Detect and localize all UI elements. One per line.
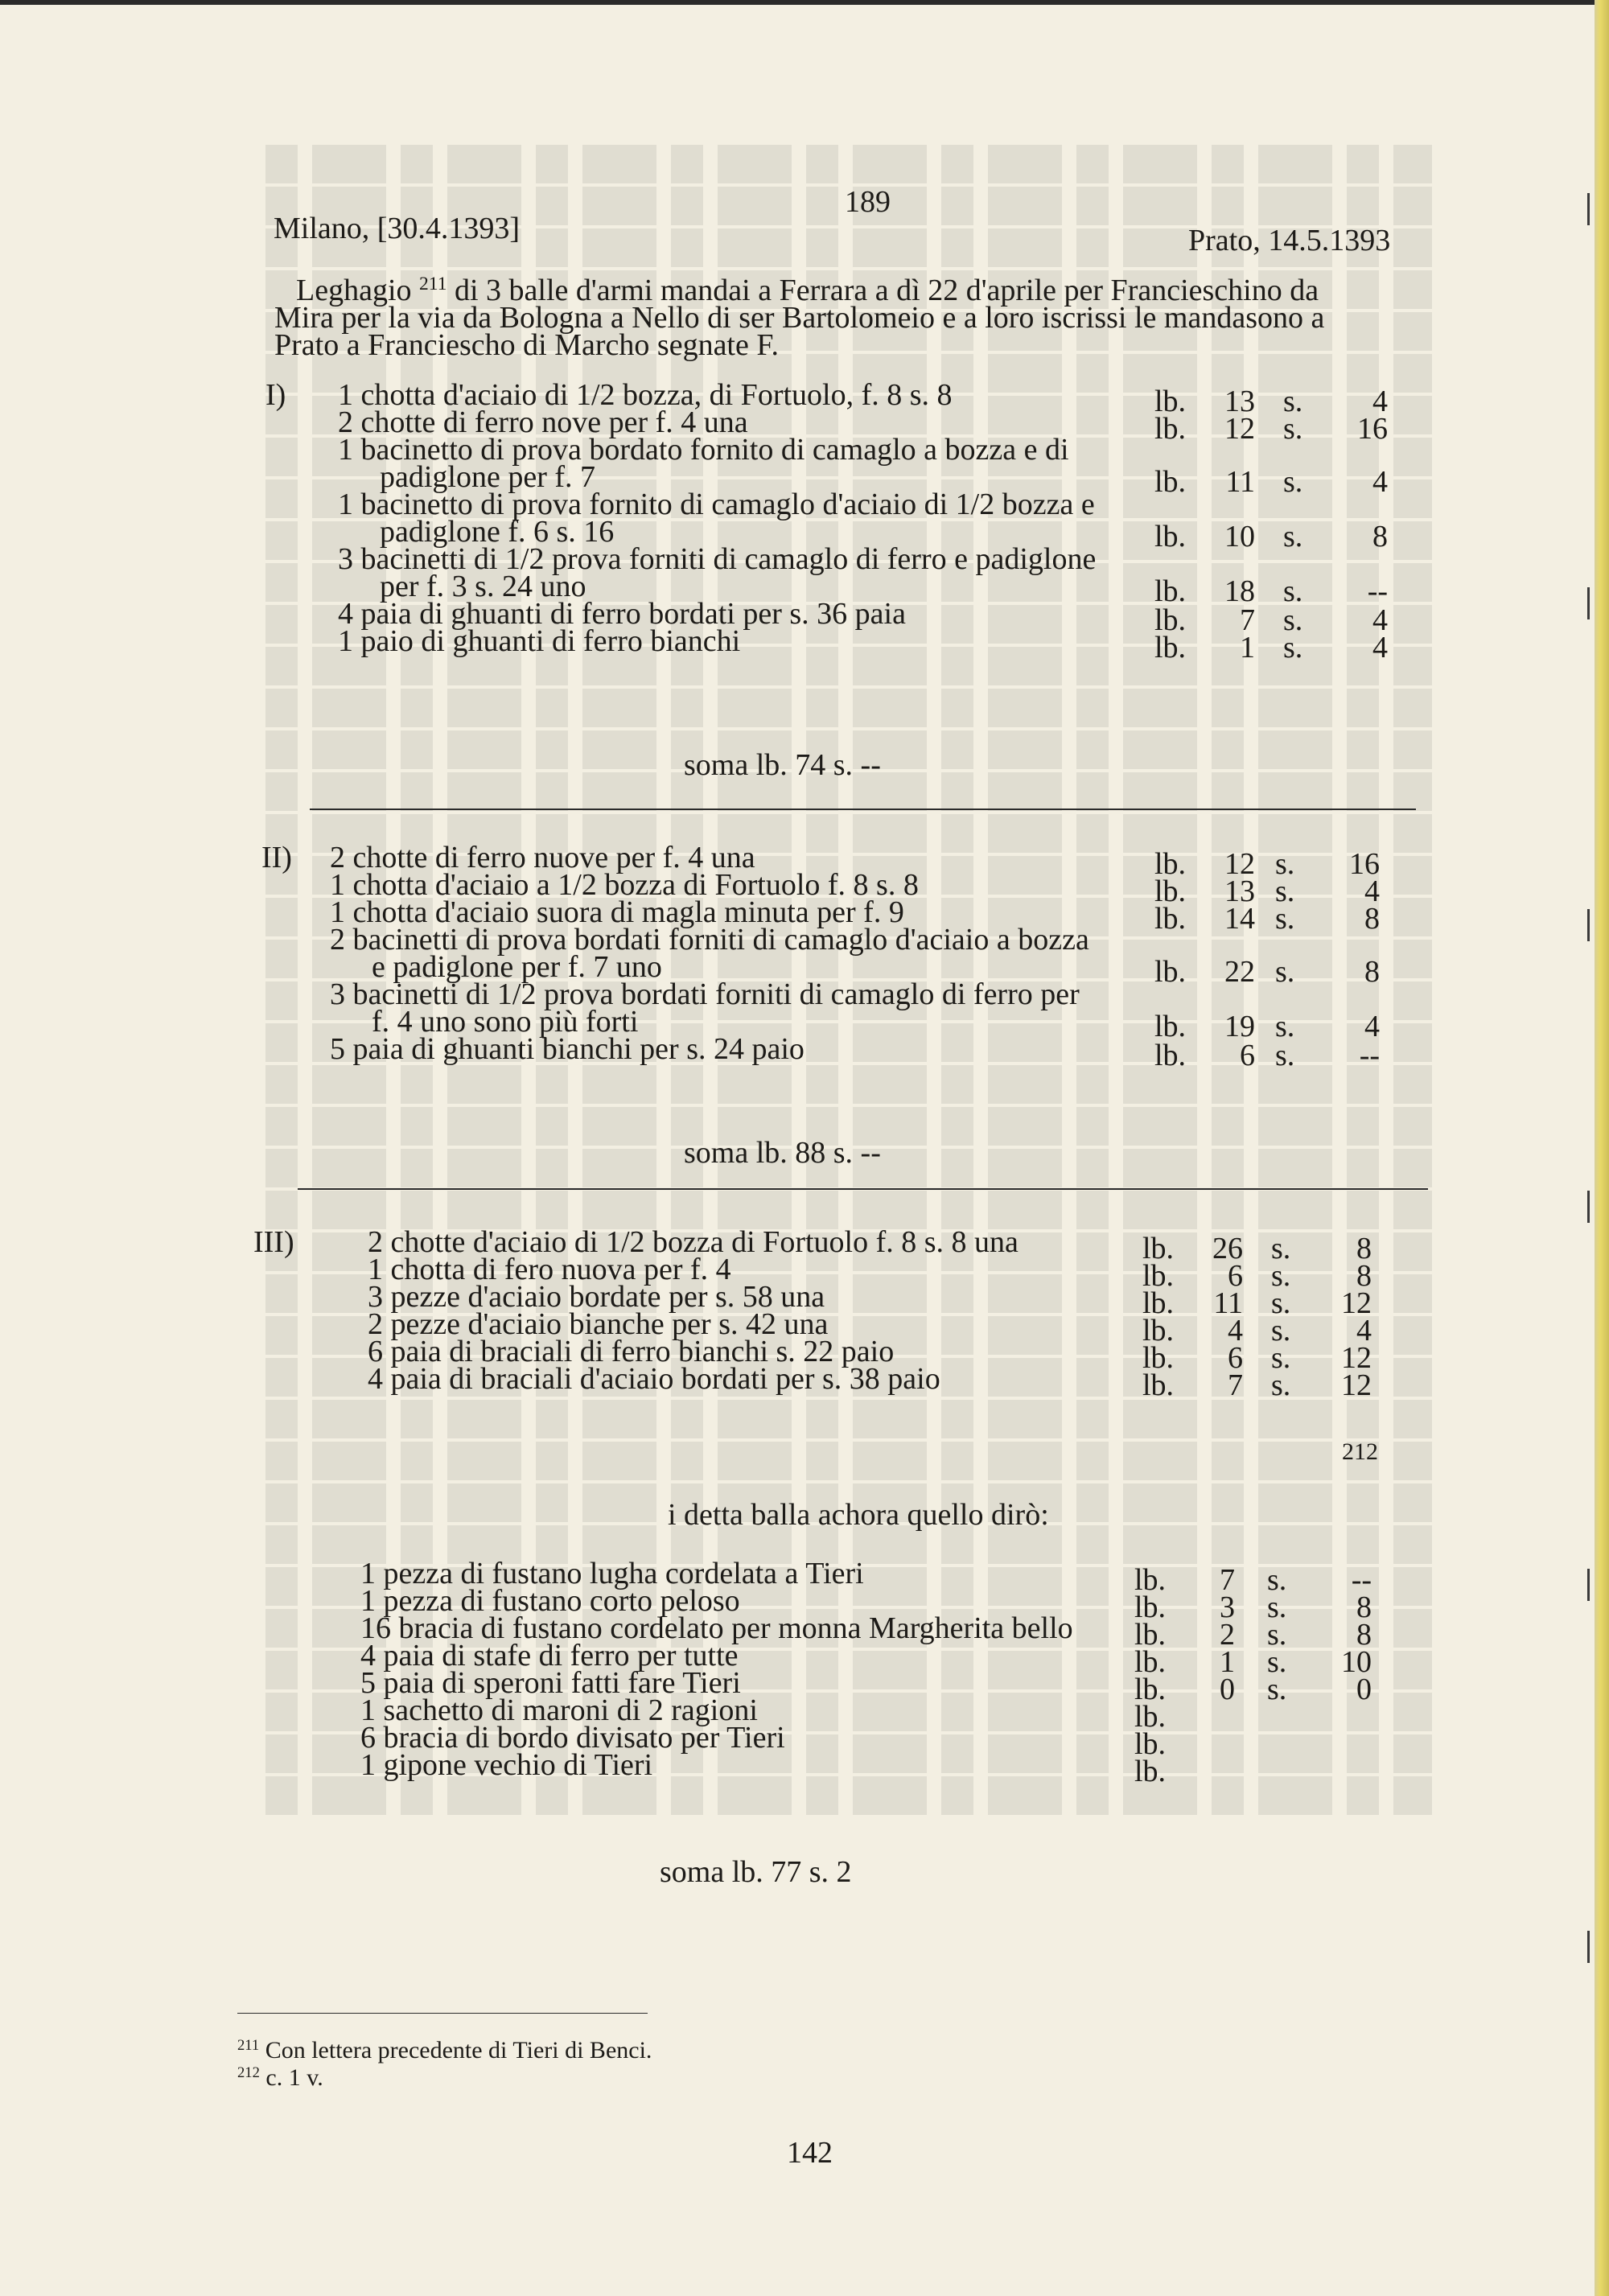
section-3-label: III) bbox=[253, 1225, 294, 1259]
unit-s: s. bbox=[1275, 902, 1295, 936]
amount-soldi: 16 bbox=[1357, 412, 1388, 446]
divider-1 bbox=[310, 809, 1416, 810]
entry-text: 2 bacinetti di prova bordati forniti di camaglo d'aciaio a bozza bbox=[330, 923, 1089, 957]
unit-s: s. bbox=[1267, 1618, 1287, 1652]
unit-lb: lb. bbox=[1154, 847, 1187, 881]
unit-s: s. bbox=[1275, 1039, 1295, 1072]
unit-s: s. bbox=[1283, 385, 1303, 418]
amount-lire: 6 bbox=[1228, 1259, 1243, 1293]
marginal-note-212: 212 bbox=[1342, 1438, 1378, 1465]
unit-s: s. bbox=[1283, 412, 1303, 446]
section-2-label: II) bbox=[261, 841, 292, 874]
entry-text: 4 paia di braciali d'aciaio bordati per s. 38 paio bbox=[368, 1362, 940, 1396]
header-left: Milano, [30.4.1393] bbox=[274, 212, 521, 245]
unit-s: s. bbox=[1267, 1673, 1287, 1706]
amount-lire: 2 bbox=[1220, 1618, 1235, 1652]
unit-lb: lb. bbox=[1154, 603, 1187, 637]
unit-lb: lb. bbox=[1134, 1673, 1167, 1706]
amount-lire: 19 bbox=[1224, 1010, 1255, 1043]
unit-s: s. bbox=[1275, 955, 1295, 989]
unit-lb: lb. bbox=[1154, 385, 1187, 418]
entry-text: 1 pezza di fustano corto peloso bbox=[360, 1584, 740, 1618]
unit-lb: lb. bbox=[1154, 631, 1187, 665]
footnote-rule bbox=[237, 2013, 648, 2014]
entry-text: 2 chotte di ferro nove per f. 4 una bbox=[338, 405, 748, 439]
entry-text: 2 chotte di ferro nuove per f. 4 una bbox=[330, 841, 755, 874]
amount-soldi: 8 bbox=[1372, 520, 1388, 553]
unit-s: s. bbox=[1283, 574, 1303, 608]
binding-mark bbox=[1587, 193, 1590, 225]
unit-lb: lb. bbox=[1142, 1232, 1175, 1265]
footnote-ref-211: 211 bbox=[419, 274, 447, 295]
amount-lire: 12 bbox=[1224, 847, 1255, 881]
amount-lire: 14 bbox=[1224, 902, 1255, 936]
amount-lire: 7 bbox=[1228, 1368, 1243, 1402]
unit-lb: lb. bbox=[1134, 1590, 1167, 1624]
unit-lb: lb. bbox=[1142, 1286, 1175, 1320]
unit-lb: lb. bbox=[1142, 1368, 1175, 1402]
amount-lire: 3 bbox=[1220, 1590, 1235, 1624]
entry-text: 1 bacinetto di prova bordato fornito di camaglo a bozza e di bbox=[338, 433, 1069, 467]
section-3-total: soma lb. 77 s. 2 bbox=[660, 1855, 852, 1889]
unit-s: s. bbox=[1271, 1259, 1291, 1293]
entry-text-continued: e padiglone per f. 7 uno bbox=[372, 950, 662, 984]
amount-lire: 7 bbox=[1220, 1563, 1235, 1597]
entry-text: 1 chotta d'aciaio suora di magla minuta per f. 9 bbox=[330, 895, 904, 929]
amount-soldi: 8 bbox=[1356, 1590, 1372, 1624]
section-1-label: I) bbox=[265, 378, 286, 412]
footnote-211: $^{211}$ Con lettera precedente di Tieri di Benci. bbox=[237, 2036, 652, 2064]
unit-lb: lb. bbox=[1134, 1563, 1167, 1597]
entry-text: 2 chotte d'aciaio di 1/2 bozza di Fortuolo f. 8 s. 8 una bbox=[368, 1225, 1018, 1259]
scan-top-edge bbox=[0, 0, 1595, 5]
amount-soldi: 8 bbox=[1356, 1232, 1372, 1265]
amount-soldi: 12 bbox=[1341, 1286, 1372, 1320]
unit-s: s. bbox=[1275, 874, 1295, 908]
amount-lire: 13 bbox=[1224, 385, 1255, 418]
amount-soldi: 8 bbox=[1364, 955, 1380, 989]
entry-text: 16 bracia di fustano cordelato per monna Margherita bello bbox=[360, 1611, 1073, 1645]
amount-lire: 11 bbox=[1213, 1286, 1243, 1320]
unit-s: s. bbox=[1271, 1286, 1291, 1320]
unit-s: s. bbox=[1271, 1368, 1291, 1402]
entry-text: 1 bacinetto di prova fornito di camaglo d'aciaio di 1/2 bozza e bbox=[338, 488, 1095, 521]
amount-lire: 22 bbox=[1224, 955, 1255, 989]
entry-text: 1 chotta d'aciaio a 1/2 bozza di Fortuolo f. 8 s. 8 bbox=[330, 868, 919, 902]
unit-lb: lb. bbox=[1134, 1618, 1167, 1652]
entry-text: 4 paia di stafe di ferro per tutte bbox=[360, 1639, 739, 1673]
entry-text-continued: padiglone f. 6 s. 16 bbox=[380, 515, 615, 549]
unit-s: s. bbox=[1267, 1590, 1287, 1624]
unit-lb: lb. bbox=[1142, 1259, 1175, 1293]
unit-lb: lb. bbox=[1154, 902, 1187, 936]
amount-soldi: 4 bbox=[1372, 465, 1388, 499]
section-2-total: soma lb. 88 s. -- bbox=[684, 1136, 881, 1170]
amount-lire: 12 bbox=[1224, 412, 1255, 446]
entry-text: 5 paia di speroni fatti fare Tieri bbox=[360, 1666, 741, 1700]
unit-s: s. bbox=[1275, 847, 1295, 881]
page-number-top: 189 bbox=[845, 185, 891, 219]
amount-soldi: -- bbox=[1367, 574, 1388, 608]
section-1-total: soma lb. 74 s. -- bbox=[684, 748, 881, 782]
amount-soldi: 4 bbox=[1364, 874, 1380, 908]
unit-s: s. bbox=[1283, 631, 1303, 665]
entry-text: 3 bacinetti di 1/2 prova forniti di camaglo di ferro e padiglone bbox=[338, 542, 1097, 576]
unit-lb: lb. bbox=[1142, 1341, 1175, 1375]
amount-soldi: 0 bbox=[1356, 1673, 1372, 1706]
amount-lire: 18 bbox=[1224, 574, 1255, 608]
unit-lb: lb. bbox=[1154, 574, 1187, 608]
intro-line-2: Mira per la via da Bologna a Nello di ser Bartolomeio e a loro iscrissi le mandasono a bbox=[274, 301, 1325, 335]
binding-mark bbox=[1587, 1931, 1590, 1963]
unit-s: s. bbox=[1275, 1010, 1295, 1043]
amount-lire: 6 bbox=[1228, 1341, 1243, 1375]
amount-lire: 26 bbox=[1212, 1232, 1243, 1265]
unit-s: s. bbox=[1267, 1645, 1287, 1679]
entry-text: 1 paio di ghuanti di ferro bianchi bbox=[338, 624, 741, 658]
amount-lire: 11 bbox=[1225, 465, 1255, 499]
amount-lire: 10 bbox=[1224, 520, 1255, 553]
amount-lire: 1 bbox=[1220, 1645, 1235, 1679]
amount-lire: 13 bbox=[1224, 874, 1255, 908]
unit-s: s. bbox=[1267, 1563, 1287, 1597]
entry-text-continued: per f. 3 s. 24 uno bbox=[380, 570, 586, 603]
intro-line-3: Prato a Franciescho di Marcho segnate F. bbox=[274, 328, 779, 362]
section-3-subheading: i detta balla achora quello dirò: bbox=[668, 1498, 1049, 1532]
amount-lire: 1 bbox=[1240, 631, 1255, 665]
page-number-bottom: 142 bbox=[787, 2136, 833, 2170]
unit-lb: lb. bbox=[1154, 1039, 1187, 1072]
amount-soldi: -- bbox=[1351, 1563, 1372, 1597]
unit-lb: lb. bbox=[1154, 465, 1187, 499]
amount-soldi: 8 bbox=[1364, 902, 1380, 936]
entry-text: 1 pezza di fustano lugha cordelata a Tieri bbox=[360, 1557, 864, 1590]
unit-s: s. bbox=[1271, 1341, 1291, 1375]
header-right: Prato, 14.5.1393 bbox=[1188, 224, 1391, 257]
amount-lire: 4 bbox=[1228, 1314, 1243, 1348]
unit-lb: lb. bbox=[1154, 955, 1187, 989]
amount-lire: 0 bbox=[1220, 1673, 1235, 1706]
binding-mark bbox=[1587, 909, 1590, 941]
unit-lb: lb. bbox=[1134, 1700, 1167, 1734]
entry-text: 1 chotta d'aciaio di 1/2 bozza, di Fortuolo, f. 8 s. 8 bbox=[338, 378, 953, 412]
entry-text: 1 sachetto di maroni di 2 ragioni bbox=[360, 1693, 758, 1727]
unit-lb: lb. bbox=[1134, 1727, 1167, 1761]
page-edge bbox=[1595, 0, 1609, 2296]
amount-soldi: 4 bbox=[1364, 1010, 1380, 1043]
unit-lb: lb. bbox=[1134, 1645, 1167, 1679]
unit-lb: lb. bbox=[1134, 1755, 1167, 1788]
entry-text-continued: padiglone per f. 7 bbox=[380, 460, 596, 494]
amount-soldi: 8 bbox=[1356, 1618, 1372, 1652]
unit-s: s. bbox=[1283, 465, 1303, 499]
entry-text-continued: f. 4 uno sono più forti bbox=[372, 1005, 639, 1039]
amount-soldi: -- bbox=[1359, 1039, 1380, 1072]
amount-lire: 7 bbox=[1240, 603, 1255, 637]
entry-text: 3 pezze d'aciaio bordate per s. 58 una bbox=[368, 1280, 825, 1314]
amount-soldi: 8 bbox=[1356, 1259, 1372, 1293]
entry-text: 6 paia di braciali di ferro bianchi s. 22 paio bbox=[368, 1335, 895, 1368]
amount-soldi: 4 bbox=[1372, 603, 1388, 637]
intro-line-1: Leghagio $^{211}$ di 3 balle d'armi mandai a Ferrara a dì 22 d'aprile per Francieschino da bbox=[296, 274, 1319, 307]
entry-text: 4 paia di ghuanti di ferro bordati per s. 36 paia bbox=[338, 597, 906, 631]
unit-lb: lb. bbox=[1154, 520, 1187, 553]
binding-mark bbox=[1587, 587, 1590, 619]
entry-text: 5 paia di ghuanti bianchi per s. 24 paio bbox=[330, 1032, 804, 1066]
entry-text: 3 bacinetti di 1/2 prova bordati forniti di camaglo di ferro per bbox=[330, 977, 1080, 1011]
amount-soldi: 16 bbox=[1349, 847, 1380, 881]
footnote-212: $^{212}$ c. 1 v. bbox=[237, 2064, 323, 2091]
unit-lb: lb. bbox=[1154, 412, 1187, 446]
entry-text: 1 gipone vechio di Tieri bbox=[360, 1748, 653, 1782]
amount-soldi: 10 bbox=[1341, 1645, 1372, 1679]
amount-soldi: 4 bbox=[1372, 631, 1388, 665]
unit-s: s. bbox=[1271, 1314, 1291, 1348]
amount-soldi: 12 bbox=[1341, 1368, 1372, 1402]
unit-lb: lb. bbox=[1142, 1314, 1175, 1348]
unit-lb: lb. bbox=[1154, 1010, 1187, 1043]
unit-s: s. bbox=[1283, 603, 1303, 637]
divider-2 bbox=[298, 1188, 1428, 1190]
unit-s: s. bbox=[1283, 520, 1303, 553]
binding-mark bbox=[1587, 1569, 1590, 1601]
entry-text: 6 bracia di bordo divisato per Tieri bbox=[360, 1721, 785, 1755]
amount-soldi: 4 bbox=[1372, 385, 1388, 418]
amount-soldi: 12 bbox=[1341, 1341, 1372, 1375]
binding-mark bbox=[1587, 1191, 1590, 1223]
entry-text: 2 pezze d'aciaio bianche per s. 42 una bbox=[368, 1307, 829, 1341]
unit-lb: lb. bbox=[1154, 874, 1187, 908]
amount-lire: 6 bbox=[1240, 1039, 1255, 1072]
unit-s: s. bbox=[1271, 1232, 1291, 1265]
amount-soldi: 4 bbox=[1356, 1314, 1372, 1348]
entry-text: 1 chotta di fero nuova per f. 4 bbox=[368, 1253, 731, 1286]
